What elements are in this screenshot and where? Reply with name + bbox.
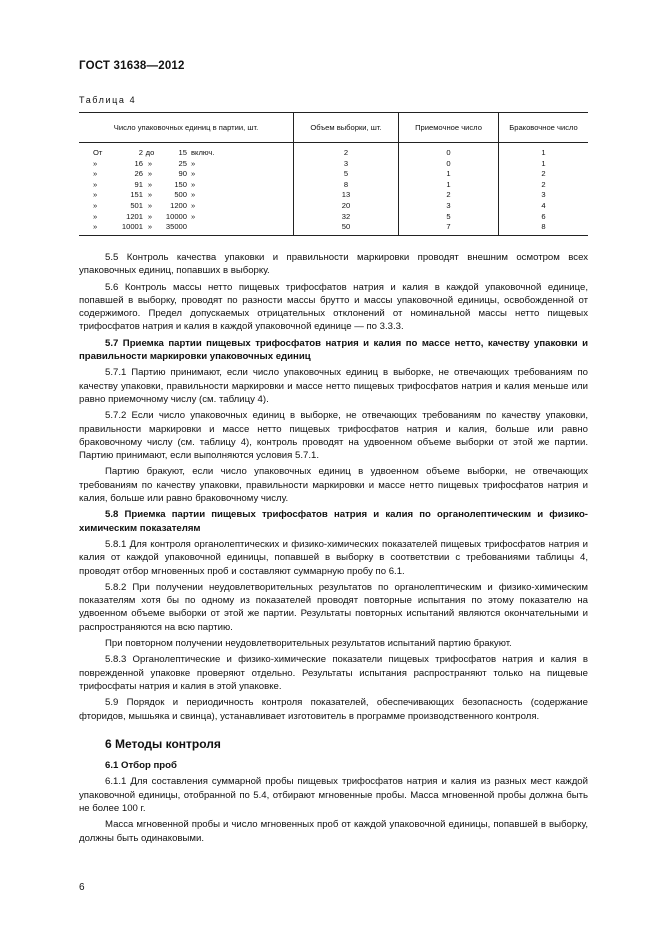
- acceptance-number-cell: 0: [399, 143, 499, 159]
- sampling-table: [79, 112, 588, 236]
- range-part-b: 151: [130, 190, 143, 200]
- table-row: [79, 143, 588, 159]
- acceptance-number-cell: 5: [399, 212, 499, 223]
- range-part-c: до: [145, 148, 155, 157]
- rejection-number-cell: 3: [499, 190, 589, 201]
- sample-size-cell: 2: [294, 143, 399, 159]
- paragraph-5-8-3: 5.8.3 Органолептические и физико-химические показатели пищевых трифосфатов натрия и калия в поврежденной упаковке проверяют отдельно. Результаты испытания распространяют только на пищевые трифосфаты натрия и калия в этой упаковке.: [79, 654, 588, 692]
- rejection-number-cell: 2: [499, 169, 589, 180]
- range-part-b: 10001: [121, 222, 143, 232]
- page-number: 6: [79, 882, 85, 893]
- paragraph-5-8-2: 5.8.2 При получении неудовлетворительных результатов по органолептическим и физико-химическим показателям хотя бы по одному из показателей проводят повторные испытания по этому показателю на удвоенном объеме выборки от этой же партии. Результаты повторных испытаний являются окончательными и распространяются на всю партию.: [79, 581, 588, 633]
- table-row: [79, 159, 588, 170]
- range-part-c: »: [147, 200, 153, 210]
- rejection-number-cell: 1: [499, 143, 589, 159]
- table-caption: Таблица 4: [79, 95, 137, 105]
- range-part-c: »: [147, 211, 153, 221]
- paragraph-5-9: 5.9 Порядок и периодичность контроля показателей, обеспечивающих безопасность (содержание фторидов, мышьяка и свинца), устанавливает изготовитель в программе производственного контроля.: [79, 697, 588, 722]
- lot-size-range: [79, 212, 294, 223]
- column-header-sample-size: Объем выборки, шт.: [294, 113, 399, 143]
- range-part-b: 91: [134, 179, 143, 189]
- heading-5-8: 5.8 Приемка партии пищевых трифосфатов натрия и калия по органолептическим и физико-химическим показателям: [79, 509, 588, 534]
- paragraph-6-1-1: 6.1.1 Для составления суммарной пробы пищевых трифосфатов натрия и калия из разных мест каждой упаковочной единицы, отобранной по 5.4, отбирают мгновенные пробы. Масса мгновенной пробы должна быть не более 100 г.: [79, 776, 588, 814]
- sample-size-cell: 8: [294, 180, 399, 191]
- sample-size-cell: 5: [294, 169, 399, 180]
- rejection-number-cell: 4: [499, 201, 589, 212]
- table-body: [79, 143, 588, 236]
- range-part-a: »: [93, 200, 98, 210]
- range-part-b: 2: [138, 148, 143, 157]
- rejection-number-cell: 1: [499, 159, 589, 170]
- acceptance-number-cell: 7: [399, 222, 499, 235]
- range-part-d: 90: [178, 169, 187, 179]
- range-part-b: 26: [134, 169, 143, 179]
- range-part-d: 25: [178, 158, 187, 168]
- range-part-a: »: [93, 211, 98, 221]
- lot-size-range: [79, 201, 294, 212]
- lot-size-range: [79, 143, 294, 159]
- range-part-a: »: [93, 179, 98, 189]
- range-part-e: »: [191, 169, 196, 179]
- rejection-number-cell: 6: [499, 212, 589, 223]
- lot-size-range: [79, 180, 294, 191]
- range-part-a: »: [93, 190, 98, 200]
- paragraph-5-6: 5.6 Контроль массы нетто пищевых трифосфатов натрия и калия в каждой упаковочной единице, попавшей в выборку, проводят по разности массы брутто и массы упаковочной единицы, освобожденной от содержимого. Предел допускаемых отрицательных отклонений от номинальной массы нетто пищевых трифосфатов натрия и калия в каждой упаковочной единице — по 3.3.3.: [79, 281, 588, 333]
- paragraph-6-1-1b: Масса мгновенной пробы и число мгновенных проб от каждой упаковочной единицы, попавшей в выборку, должны быть одинаковыми.: [79, 819, 588, 844]
- paragraph-5-7-2: 5.7.2 Если число упаковочных единиц в выборке, не отвечающих требованиям по качеству упаковки, правильности маркировки и массе нетто пищевых трифосфатов натрия и калия, больше или равно браковочному числу (см. таблицу 4), контроль проводят на удвоенном объеме выборки от этой же партии. Партию принимают, если выполняются условия 5.7.1.: [79, 410, 588, 462]
- range-part-e: »: [191, 179, 196, 189]
- range-part-d: 1200: [170, 200, 187, 210]
- lot-size-range: [79, 190, 294, 201]
- rejection-number-cell: 8: [499, 222, 589, 235]
- table-header-row: [79, 113, 588, 143]
- range-part-d: 10000: [165, 211, 187, 221]
- range-part-d: 15: [178, 148, 187, 157]
- table-row: [79, 201, 588, 212]
- sample-size-cell: 3: [294, 159, 399, 170]
- table-row: [79, 169, 588, 180]
- range-part-e: »: [191, 200, 196, 210]
- column-header-acceptance-number: Приемочное число: [399, 113, 499, 143]
- body-text: [79, 251, 588, 848]
- column-header-rejection-number: Браковочное число: [499, 113, 589, 143]
- paragraph-5-7-2b: Партию бракуют, если число упаковочных единиц в удвоенном объеме выборки, не отвечающих требованиям по качеству упаковки, правильности маркировки и массе нетто пищевых трифосфатов натрия и калия, больше или равно браковочному числу.: [79, 466, 588, 505]
- heading-5-7: 5.7 Приемка партии пищевых трифосфатов натрия и калия по массе нетто, качеству упаковки и правильности маркировки упаковочных единиц: [79, 337, 588, 363]
- range-part-d: 35000: [165, 222, 187, 232]
- range-part-c: »: [147, 158, 153, 168]
- lot-size-range: [79, 169, 294, 180]
- acceptance-number-cell: 0: [399, 159, 499, 170]
- sample-size-cell: 13: [294, 190, 399, 201]
- table-row: [79, 222, 588, 235]
- paragraph-5-5: 5.5 Контроль качества упаковки и правильности маркировки проводят внешним осмотром всех упаковочных единиц, попавших в выборку.: [79, 252, 588, 277]
- acceptance-number-cell: 1: [399, 169, 499, 180]
- range-part-e: »: [191, 158, 196, 168]
- range-part-d: 500: [174, 190, 187, 200]
- range-part-a: »: [93, 158, 98, 168]
- sample-size-cell: 32: [294, 212, 399, 223]
- range-part-b: 1201: [126, 211, 143, 221]
- section-6-heading: 6 Методы контроля: [105, 736, 221, 751]
- document-header: ГОСТ 31638—2012: [79, 60, 185, 72]
- range-part-a: От: [93, 148, 103, 157]
- lot-size-range: [79, 222, 294, 235]
- range-part-c: »: [147, 222, 153, 232]
- range-part-e: »: [191, 190, 196, 200]
- acceptance-number-cell: 3: [399, 201, 499, 212]
- table-row: [79, 180, 588, 191]
- range-part-a: »: [93, 169, 98, 179]
- acceptance-number-cell: 1: [399, 180, 499, 191]
- range-part-a: »: [93, 222, 98, 232]
- heading-6-1: 6.1 Отбор проб: [105, 760, 177, 772]
- paragraph-5-8-1: 5.8.1 Для контроля органолептических и физико-химических показателей пищевых трифосфатов натрия и калия от каждой упаковочной единицы, попавшей в выборку в соответствии с требованиями таблицы 4, проводят отбор мгновенных проб и составляют суммарную пробу по 6.1.: [79, 538, 588, 577]
- range-part-e: »: [191, 211, 196, 221]
- range-part-c: »: [147, 179, 153, 189]
- lot-size-range: [79, 159, 294, 170]
- sample-size-cell: 50: [294, 222, 399, 235]
- rejection-number-cell: 2: [499, 180, 589, 191]
- range-part-c: »: [147, 169, 153, 179]
- range-part-c: »: [147, 190, 153, 200]
- paragraph-5-7-1: 5.7.1 Партию принимают, если число упаковочных единиц в выборке, не отвечающих требованиям по качеству упаковки, правильности маркировки и массе нетто пищевых трифосфатов натрия и калия меньше или равно приемочному числу (см. таблицу 4).: [79, 367, 588, 405]
- acceptance-number-cell: 2: [399, 190, 499, 201]
- sample-size-cell: 20: [294, 201, 399, 212]
- range-part-b: 16: [134, 158, 143, 168]
- paragraph-5-8-2b: При повторном получении неудовлетворительных результатов испытаний партию бракуют.: [105, 638, 512, 650]
- range-part-e: включ.: [191, 148, 215, 157]
- range-part-d: 150: [174, 179, 187, 189]
- range-part-b: 501: [130, 200, 143, 210]
- column-header-lot-size: Число упаковочных единиц в партии, шт.: [79, 113, 294, 143]
- table-row: [79, 212, 588, 223]
- table-row: [79, 190, 588, 201]
